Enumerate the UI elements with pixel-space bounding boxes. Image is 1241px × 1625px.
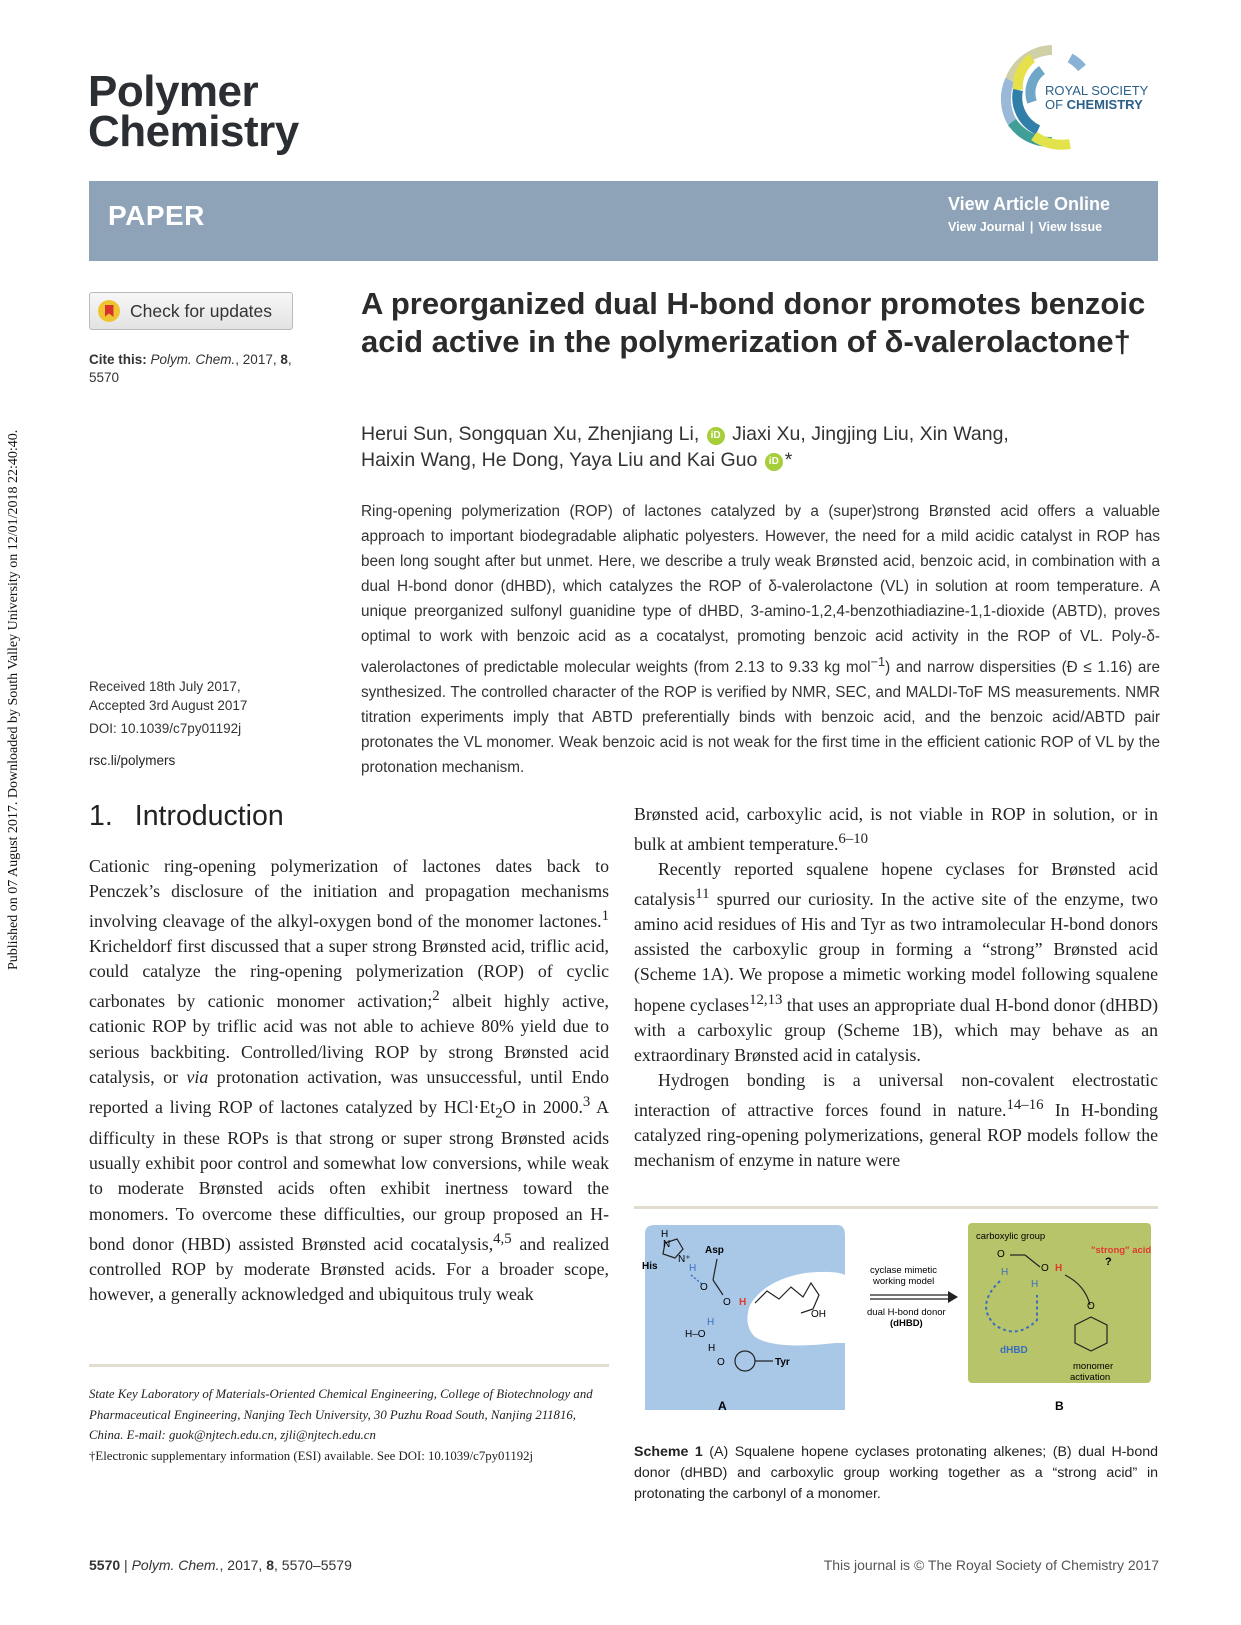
check-for-updates-label: Check for updates bbox=[130, 300, 273, 321]
copyright-notice: This journal is © The Royal Society of Chemistry 2017 bbox=[823, 1557, 1159, 1573]
strong-acid-label: "strong" acid bbox=[1091, 1245, 1152, 1256]
affiliation-footnote: State Key Laboratory of Materials-Oriented Chemical Engineering, College of Biotechnology and Pharmaceutical Engineering, Nanjing Tech University, 30 Puzhu Road South, Nanjing 211816, China. E-mail: guok@njtech.edu.cn, zjli@njtech.edu.cn bbox=[89, 1387, 593, 1442]
page-number: 5570 bbox=[89, 1557, 121, 1573]
journal-title-line1: Polymer bbox=[88, 67, 259, 116]
paragraph: Cationic ring-opening polymerization of lactones dates back to Penczek’s disclosure of the initiation and propagation mechanisms involving cleavage of the alkyl-oxygen bond of the monomer lactones.$^1$ Kricheldorf first discussed that a super strong Brønsted acid, triflic acid, could catalyze the ring-opening polymerization (ROP) of cyclic carbonates by cationic monomer activation;$^2$ albeit highly active, cationic ROP by triflic acid was not able to achieve 80% yield due to serious backbiting. Controlled/living ROP by strong Brønsted acid catalysis, or via protonation activation, was unsuccessful, until Endo reported a living ROP of lactones catalyzed by $HCl\cdot Et_2O$ in 2000.$^3$ A difficulty in these ROPs is that strong or super strong Brønsted acids usually exhibit poor control and somewhat low conversions, while weak to moderate Brønsted acids often exhibit inertness toward the monomers. To overcome these difficulties, our group proposed an H-bond donor (HBD) assisted Brønsted acid cocatalysis,$^{4,5}$ and realized controlled ROP by moderate Brønsted acids. For a broader scope, however, a generally acknowledged and ubiquitous truly weak bbox=[89, 856, 610, 1304]
scheme-divider bbox=[634, 1206, 1158, 1209]
monomer-label-line2: activation bbox=[1070, 1372, 1111, 1383]
paragraph: Brønsted acid, carboxylic acid, is not viable in ROP in solution, or in bulk at ambient temperature.$^{6-10}$ bbox=[634, 804, 1158, 855]
rsc-wordmark-line2: OF CHEMISTRY bbox=[1045, 97, 1143, 112]
cite-prefix: Cite this: bbox=[89, 352, 151, 367]
water-label: H–O bbox=[685, 1329, 706, 1340]
b-acid-h-label: H bbox=[1055, 1263, 1063, 1274]
orcid-icon[interactable]: iD bbox=[765, 453, 783, 471]
arrow-label-line1: cyclase mimetic bbox=[870, 1265, 938, 1276]
journal-link[interactable]: rsc.li/polymers bbox=[89, 753, 176, 768]
dhbd-label-line1: dual H-bond donor bbox=[867, 1307, 946, 1318]
rsc-wordmark bbox=[1045, 84, 1148, 112]
question-mark: ? bbox=[1105, 1256, 1112, 1268]
n-plus-label: N⁺ bbox=[678, 1254, 691, 1265]
body-text-left bbox=[89, 854, 609, 1307]
arrow-label-line2: working model bbox=[873, 1276, 935, 1287]
carboxylic-label: carboxylic group bbox=[976, 1231, 1046, 1242]
scheme-1-figure bbox=[642, 1225, 1155, 1430]
rsc-wordmark-line1: ROYAL SOCIETY bbox=[1045, 83, 1149, 98]
download-notice-text: Published on 07 August 2017. Downloaded by South Valley University on 12/01/2018 22:40:40. bbox=[6, 429, 21, 970]
paragraph: Recently reported squalene hopene cyclases for Brønsted acid catalysis$^{11}$ spurred our curiosity. In the active site of the enzyme, two amino acid residues of His and Tyr as two intramolecular H-bond donors assisted the carboxylic group in forming a “strong” Brønsted acid (Scheme 1A). We propose a mimetic working model following squalene hopene cyclases$^{12,13}$ that uses an appropriate dual H-bond donor (dHBD) with a carboxylic group (Scheme 1B), which may behave as an extraordinary Brønsted acid in catalysis. bbox=[634, 859, 1159, 1065]
received-date: Received 18th July 2017, bbox=[89, 679, 241, 694]
monomer-label-line1: monomer bbox=[1073, 1361, 1114, 1372]
section-heading-introduction bbox=[89, 800, 284, 833]
scheme-caption: Scheme 1 (A) Squalene hopene cyclases protonating alkenes; (B) dual H-bond donor (dHBD) and carboxylic group working together as a “strong acid” in protonating the carbonyl of a monomer. bbox=[634, 1444, 1158, 1502]
body-text-right bbox=[634, 802, 1158, 1173]
check-for-updates-button[interactable] bbox=[89, 292, 293, 330]
b-o-label-2: O bbox=[1041, 1263, 1049, 1274]
n-h-label: H bbox=[661, 1229, 669, 1240]
section-number: 1. bbox=[89, 800, 113, 832]
scheme-label: Scheme 1 bbox=[634, 1444, 703, 1460]
o-label-1: O bbox=[700, 1282, 708, 1293]
bookmark-icon bbox=[98, 300, 120, 322]
section-title: Introduction bbox=[134, 800, 284, 832]
acid-h-label: H bbox=[739, 1297, 747, 1308]
b-o-label-3: O bbox=[1087, 1301, 1095, 1312]
abstract: Ring-opening polymerization (ROP) of lactones catalyzed by a (super)strong Brønsted acid offers a valuable approach to important biodegradable aliphatic polyesters. However, the need for a mild acidic catalyst in ROP has been long sought after but unmet. Here, we describe a truly weak Brønsted acid, benzoic acid, in combination with a dual H-bond donor (dHBD), which catalyzes the ROP of δ-valerolactone (VL) in solution at room temperature. A unique preorganized sulfonyl guanidine type of dHBD, 3-amino-1,2,4-benzothiadiazine-1,1-dioxide (ABTD), proves optimal to work with benzoic acid as a cocatalyst, promoting benzoic acid activity in the ROP of VL. Poly-δ-valerolactones of predictable molecular weights (from 2.13 to 9.33 kg mol$^{-1}$) and narrow dispersities (Đ ≤ 1.16) are synthesized. The controlled character of the ROP is verified by NMR, SEC, and MALDI-ToF MS measurements. NMR titration experiments imply that ABTD preferentially binds with benzoic acid, and the benzoic acid/ABTD pair protonates the VL monomer. Weak benzoic acid is not weak for the first time in the efficient cationic ROP of VL by the protonation mechanism. bbox=[361, 503, 1161, 777]
h-label-3: H bbox=[708, 1343, 716, 1354]
page-footer-left: 5570 | Polym. Chem., 2017, 8, 5570–5579 bbox=[89, 1557, 352, 1573]
journal-title-line2: Chemistry bbox=[88, 107, 299, 156]
b-dhbd-label: dHBD bbox=[1000, 1345, 1028, 1356]
his-label: His bbox=[642, 1261, 658, 1272]
view-article-online-link[interactable]: View Article Online bbox=[948, 194, 1111, 214]
panel-b-label: B bbox=[1055, 1399, 1064, 1413]
download-notice bbox=[6, 330, 26, 970]
citation: Cite this: Polym. Chem., 2017, 8, 5570 bbox=[89, 352, 292, 385]
article-dates bbox=[89, 677, 329, 715]
panel-a-label: A bbox=[718, 1399, 727, 1413]
b-o-label-1: O bbox=[997, 1249, 1005, 1260]
cite-journal: Polym. Chem. bbox=[150, 352, 236, 367]
author-list: Herui Sun, Songquan Xu, Zhenjiang Li, iD Jiaxi Xu, Jingjing Liu, Xin Wang, Haixin Wang, He Dong, Yaya Liu and Kai Guo iD * bbox=[361, 423, 1009, 471]
journal-title bbox=[88, 67, 299, 156]
tyr-label: Tyr bbox=[775, 1357, 790, 1368]
view-journal-link[interactable]: View Journal bbox=[948, 220, 1025, 234]
paper-type-label: PAPER bbox=[108, 200, 205, 231]
asp-label: Asp bbox=[705, 1245, 724, 1256]
b-h-label-1: H bbox=[1001, 1267, 1009, 1278]
corresponding-author-mark: * bbox=[784, 449, 793, 471]
tyr-o-label: O bbox=[717, 1357, 725, 1368]
orcid-icon[interactable]: iD bbox=[707, 427, 725, 445]
h-label-1: H bbox=[689, 1263, 697, 1274]
paragraph: Hydrogen bonding is a universal non-covalent electrostatic interaction of attractive forces found in nature.$^{14-16}$ In H-bonding catalyzed ring-opening polymerizations, general ROP models follow the mechanism of enzyme in nature were bbox=[634, 1069, 1159, 1170]
o-label-2: O bbox=[723, 1297, 731, 1308]
article-title: A preorganized dual H-bond donor promotes benzoic acid active in the polymerization of δ-valerolactone† bbox=[361, 286, 1146, 359]
footnote-divider bbox=[89, 1364, 609, 1367]
esi-footnote: †Electronic supplementary information (ESI) available. See DOI: 10.1039/c7py01192j bbox=[89, 1448, 534, 1463]
cite-volume: 8 bbox=[280, 352, 288, 367]
h-label-2: H bbox=[707, 1317, 715, 1328]
b-h-label-2: H bbox=[1031, 1279, 1039, 1290]
link-separator: | bbox=[1029, 220, 1034, 234]
accepted-date: Accepted 3rd August 2017 bbox=[89, 698, 248, 713]
view-links bbox=[948, 220, 1102, 234]
doi[interactable]: DOI: 10.1039/c7py01192j bbox=[89, 721, 242, 736]
cite-page: 5570 bbox=[89, 370, 120, 385]
dhbd-label-line2: (dHBD) bbox=[890, 1318, 923, 1329]
n-label: N bbox=[663, 1239, 671, 1250]
footnotes bbox=[89, 1384, 609, 1466]
view-issue-link[interactable]: View Issue bbox=[1038, 220, 1103, 234]
oh-label: OH bbox=[811, 1309, 826, 1320]
